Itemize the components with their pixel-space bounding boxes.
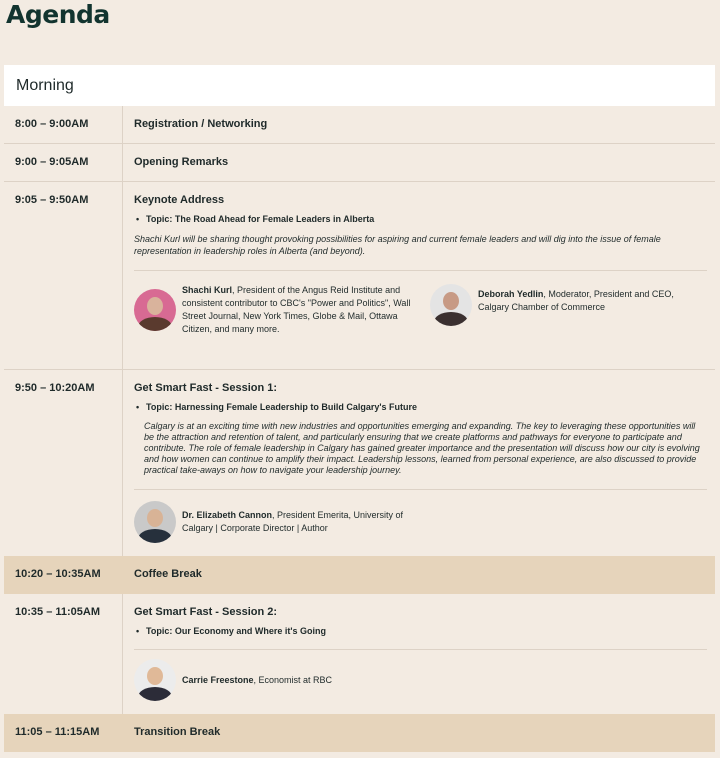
speaker-divider xyxy=(134,270,707,271)
event-description: Shachi Kurl will be sharing thought provoking possibilities for aspiring and current female leaders and will dig into the issue of female representation in leadership roles in Alberta (and beyond). xyxy=(134,234,661,256)
event-title: Opening Remarks xyxy=(134,156,229,168)
agenda-row-keynote xyxy=(4,182,715,370)
event-description: Calgary is at an exciting time with new industries and opportunities emerging and expanding. The key to leveraging these opportunities will be the attraction and retention of talent, and particularly ensuring that we create platforms and pathways for everyone to participate and contribute. The role of female leadership in Calgary has gained greater importance and the presentation will discuss how our city is evolving and how women can continue to amplify their impact. Leadership lessons, learned from personal experience, are also discussed to provide practical take-aways on how to navigate your leadership journey. xyxy=(144,421,700,475)
column-divider xyxy=(122,594,123,714)
section-header-morning xyxy=(4,65,715,106)
time-label: 9:05 – 9:50AM xyxy=(15,194,89,206)
event-title: Get Smart Fast - Session 1: xyxy=(134,382,278,394)
section-label: Morning xyxy=(16,76,74,94)
speaker-name: Shachi Kurl xyxy=(182,285,233,295)
speaker-info xyxy=(182,674,332,687)
speaker-info xyxy=(182,509,424,535)
bullet-icon: • xyxy=(136,214,140,224)
speaker-card xyxy=(134,659,424,701)
agenda-row-coffee-break xyxy=(4,556,715,594)
agenda-row-opening-remarks xyxy=(4,144,715,182)
agenda-row-registration xyxy=(4,106,715,144)
topic-text: Topic: Our Economy and Where it's Going xyxy=(146,626,326,636)
topic-item xyxy=(134,402,707,412)
speaker-card xyxy=(430,284,700,336)
time-label: 8:00 – 9:00AM xyxy=(15,118,89,130)
column-divider xyxy=(122,370,123,556)
speaker-bio: , Economist at RBC xyxy=(253,674,333,685)
speaker-avatar xyxy=(430,284,472,326)
event-title: Coffee Break xyxy=(134,568,202,580)
topic-item xyxy=(134,626,707,636)
speaker-info xyxy=(182,284,424,336)
speaker-name: Deborah Yedlin xyxy=(478,289,544,299)
time-label: 10:20 – 10:35AM xyxy=(15,568,101,580)
topic-text: Topic: The Road Ahead for Female Leaders in Alberta xyxy=(146,214,375,224)
speaker-avatar xyxy=(134,501,176,543)
speaker-bio: , President of the Angus Reid Institute and consistent contributor to CBC's "Power and Politics", Wall Street Journal, New York Times, Globe & Mail, Ottawa Citizen, and many more. xyxy=(182,285,411,334)
time-label: 10:35 – 11:05AM xyxy=(15,606,100,618)
speaker-card xyxy=(134,501,424,543)
topic-text: Topic: Harnessing Female Leadership to Build Calgary's Future xyxy=(146,402,418,412)
page-title: Agenda xyxy=(6,0,110,29)
speaker-list xyxy=(134,284,707,336)
speaker-bio: , Moderator, President and CEO, Calgary Chamber of Commerce xyxy=(478,289,674,312)
speaker-card xyxy=(134,284,424,336)
event-title: Keynote Address xyxy=(134,194,225,206)
topic-item xyxy=(134,214,707,224)
column-divider xyxy=(122,182,123,369)
time-label: 9:00 – 9:05AM xyxy=(15,156,89,168)
speaker-bio: , President Emerita, University of Calgary | Corporate Director | Author xyxy=(182,510,404,533)
bullet-icon: • xyxy=(136,402,140,412)
time-label: 11:05 – 11:15AM xyxy=(15,726,100,738)
speaker-divider xyxy=(134,489,707,490)
time-label: 9:50 – 10:20AM xyxy=(15,382,95,394)
bullet-icon: • xyxy=(136,626,140,636)
column-divider xyxy=(122,144,123,181)
speaker-avatar xyxy=(134,659,176,701)
speaker-divider xyxy=(134,649,707,650)
speaker-name: Dr. Elizabeth Cannon xyxy=(182,510,273,520)
event-title: Get Smart Fast - Session 2: xyxy=(134,606,278,618)
speaker-info xyxy=(478,288,700,314)
event-title: Registration / Networking xyxy=(134,118,268,130)
speaker-avatar xyxy=(134,289,176,331)
event-title: Transition Break xyxy=(134,726,221,738)
speaker-list xyxy=(134,659,707,701)
agenda-row-session-1 xyxy=(4,370,715,556)
agenda-row-transition-break xyxy=(4,714,715,752)
column-divider xyxy=(122,106,123,143)
speaker-name: Carrie Freestone xyxy=(182,674,254,685)
agenda-row-session-2 xyxy=(4,594,715,714)
speaker-list xyxy=(134,501,707,543)
